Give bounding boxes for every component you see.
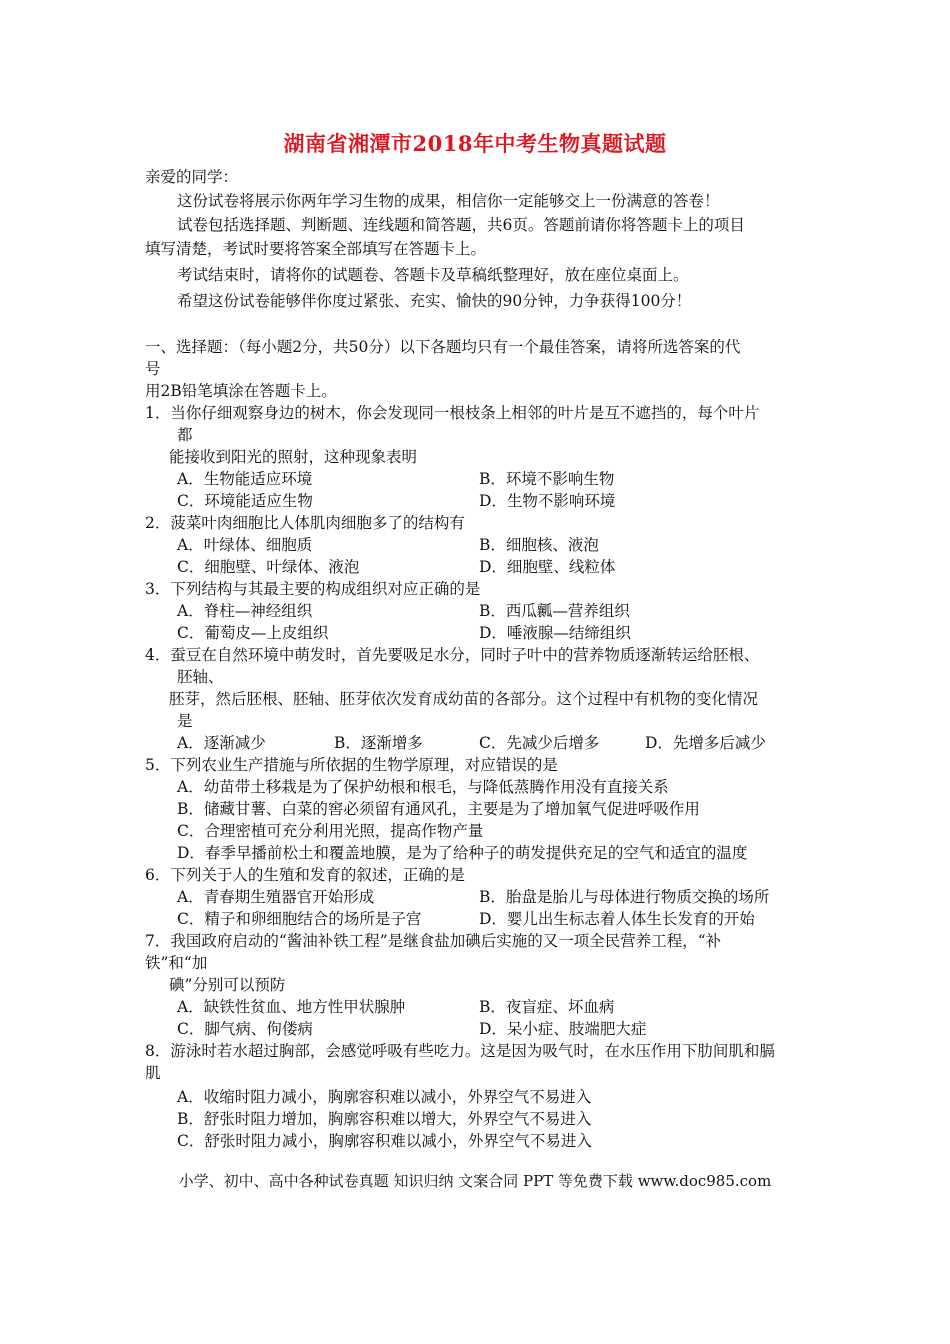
option-c: C．葡萄皮—上皮组织 <box>177 624 329 642</box>
intro-paragraph-4: 希望这份试卷能够伴你度过紧张、充实、愉快的90分钟，力争获得100分！ <box>177 292 692 310</box>
option-a: A．青春期生殖器官开始形成 <box>177 888 375 906</box>
intro-paragraph-2a: 试卷包括选择题、判断题、连线题和简答题，共6页。答题前请你将答题卡上的项目 <box>177 216 745 234</box>
option-c: C．先减少后增多 <box>479 734 600 752</box>
option-d: D．先增多后减少 <box>645 734 766 752</box>
option-a: A．收缩时阻力减小，胸廓容积难以减小，外界空气不易进入 <box>177 1088 592 1106</box>
question-5-stem: 5．下列农业生产措施与所依据的生物学原理，对应错误的是 <box>145 756 558 774</box>
question-8-stem: 8．游泳时若水超过胸部，会感觉呼吸有些吃力。这是因为吸气时，在水压作用下肋间肌和膈 <box>145 1042 775 1060</box>
page-footer: 小学、初中、高中各种试卷真题 知识归纳 文案合同 PPT 等免费下载 www.doc985.com <box>178 1172 772 1190</box>
question-1-stem-cont: 都 <box>177 426 193 444</box>
option-b: B．西瓜瓤—营养组织 <box>479 602 630 620</box>
question-3-stem: 3．下列结构与其最主要的构成组织对应正确的是 <box>145 580 481 598</box>
question-4-stem-cont: 胚轴、 <box>177 668 224 686</box>
question-4-stem-end: 是 <box>177 712 193 730</box>
section-heading-cont: 号 <box>145 360 161 378</box>
question-7-stem: 7．我国政府启动的“酱油补铁工程”是继食盐加碘后实施的又一项全民营养工程，“补 <box>145 932 722 950</box>
intro-paragraph-3: 考试结束时，请将你的试题卷、答题卡及草稿纸整理好，放在座位桌面上。 <box>177 266 689 284</box>
question-7-stem-end: 碘”分别可以预防 <box>169 976 286 994</box>
option-b: B．细胞核、液泡 <box>479 536 599 554</box>
section-heading: 一、选择题：（每小题2分，共50分）以下各题均只有一个最佳答案，请将所选答案的代 <box>145 338 741 356</box>
page-title: 湖南省湘潭市2018年中考生物真题试题 <box>283 131 667 156</box>
option-d: D．春季早播前松土和覆盖地膜，是为了给种子的萌发提供充足的空气和适宜的温度 <box>177 844 748 862</box>
option-a: A．脊柱—神经组织 <box>177 602 313 620</box>
option-c: C．细胞壁、叶绿体、液泡 <box>177 558 360 576</box>
option-a: A．生物能适应环境 <box>177 470 313 488</box>
intro-paragraph-2b: 填写清楚，考试时要将答案全部填写在答题卡上。 <box>145 240 487 258</box>
intro-paragraph-1: 这份试卷将展示你两年学习生物的成果，相信你一定能够交上一份满意的答卷！ <box>177 192 720 210</box>
question-2-stem: 2．菠菜叶肉细胞比人体肌肉细胞多了的结构有 <box>145 514 465 532</box>
option-d: D．婴儿出生标志着人体生长发育的开始 <box>479 910 755 928</box>
question-1-stem-end: 能接收到阳光的照射，这种现象表明 <box>169 448 418 466</box>
question-8-stem-cont: 肌 <box>145 1064 161 1082</box>
option-b: B．逐渐增多 <box>334 734 423 752</box>
option-c: C．脚气病、佝偻病 <box>177 1020 313 1038</box>
option-b: B．储藏甘薯、白菜的窖必须留有通风孔，主要是为了增加氧气促进呼吸作用 <box>177 800 700 818</box>
question-7-stem-cont: 铁”和“加 <box>145 954 208 972</box>
option-d: D．细胞壁、线粒体 <box>479 558 616 576</box>
question-4-stem: 4．蚕豆在自然环境中萌发时，首先要吸足水分，同时子叶中的营养物质逐渐转运给胚根、 <box>145 646 760 664</box>
question-1-stem: 1．当你仔细观察身边的树木，你会发现同一根枝条上相邻的叶片是互不遮挡的，每个叶片 <box>145 404 760 422</box>
section-instruction: 用2B铅笔填涂在答题卡上。 <box>145 382 337 400</box>
option-c: C．合理密植可充分利用光照，提高作物产量 <box>177 822 484 840</box>
option-b: B．舒张时阻力增加，胸廓容积难以增大，外界空气不易进入 <box>177 1110 592 1128</box>
option-a: A．缺铁性贫血、地方性甲状腺肿 <box>177 998 406 1016</box>
option-d: D．生物不影响环境 <box>479 492 616 510</box>
question-6-stem: 6．下列关于人的生殖和发育的叙述，正确的是 <box>145 866 465 884</box>
option-c: C．环境能适应生物 <box>177 492 313 510</box>
option-a: A．逐渐减少 <box>177 734 266 752</box>
option-c: C．舒张时阻力减小，胸廓容积难以减小，外界空气不易进入 <box>177 1132 592 1150</box>
option-d: D．唾液腺—结缔组织 <box>479 624 631 642</box>
option-d: D．呆小症、肢端肥大症 <box>479 1020 647 1038</box>
question-4-stem-cont-2: 胚芽，然后胚根、胚轴、胚芽依次发育成幼苗的各部分。这个过程中有机物的变化情况 <box>169 690 759 708</box>
option-b: B．环境不影响生物 <box>479 470 615 488</box>
option-a: A．幼苗带土移栽是为了保护幼根和根毛，与降低蒸腾作用没有直接关系 <box>177 778 669 796</box>
option-c: C．精子和卵细胞结合的场所是子宫 <box>177 910 422 928</box>
option-a: A．叶绿体、细胞质 <box>177 536 313 554</box>
option-b: B．夜盲症、坏血病 <box>479 998 615 1016</box>
greeting: 亲爱的同学： <box>145 168 239 186</box>
option-b: B．胎盘是胎儿与母体进行物质交换的场所 <box>479 888 770 906</box>
